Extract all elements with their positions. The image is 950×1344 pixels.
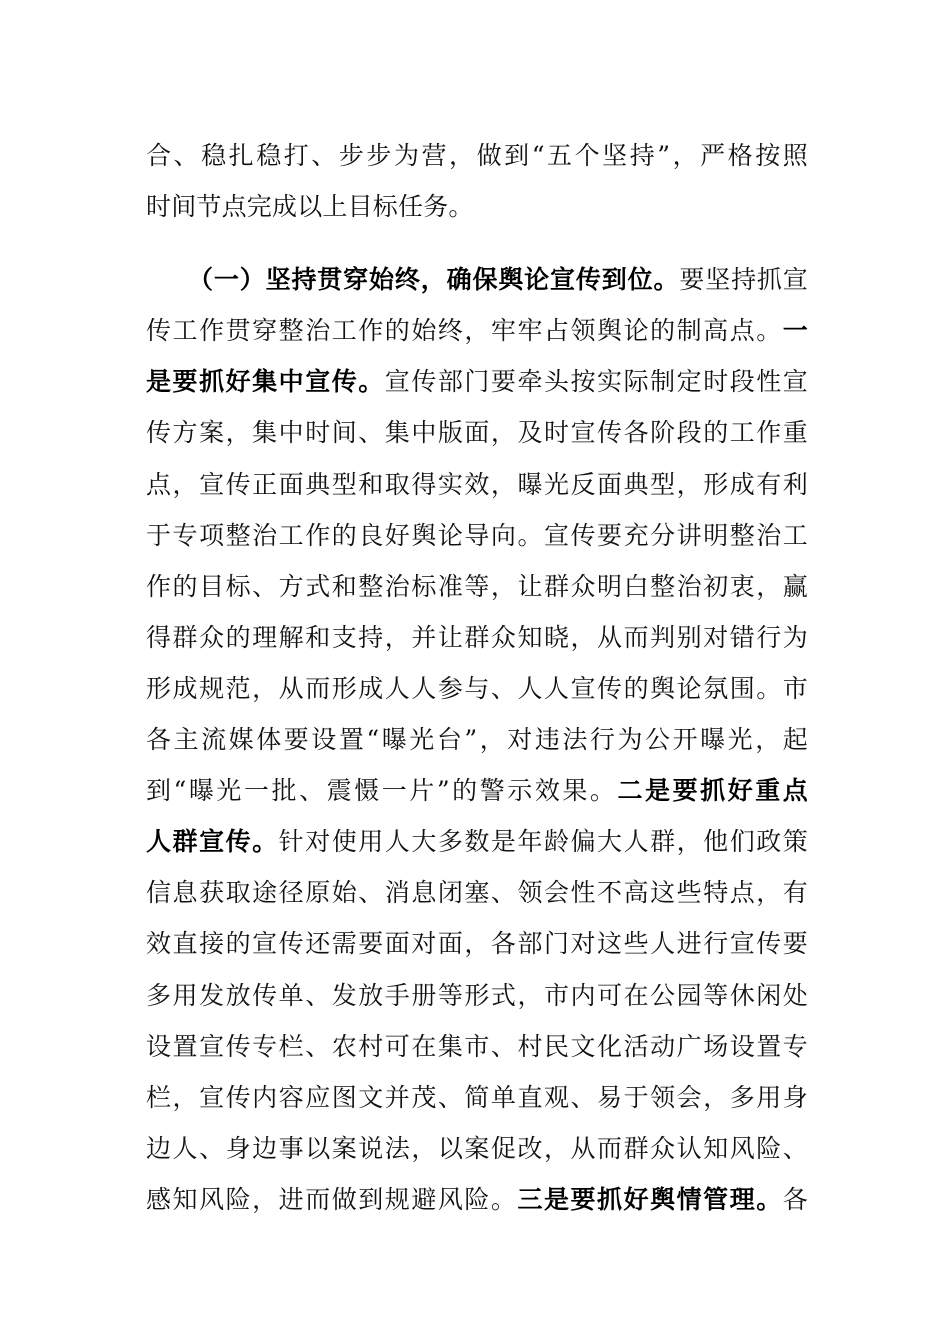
text-line bbox=[146, 356, 808, 407]
text-line bbox=[146, 714, 808, 765]
text-segment: 各 bbox=[782, 1184, 808, 1214]
text-line bbox=[146, 1021, 808, 1072]
text-line bbox=[146, 181, 808, 232]
text-segment: 边人、身边事以案说法，以案促改，从而群众认知风险、 bbox=[146, 1133, 808, 1163]
text-segment: 于专项整治工作的良好舆论导向。宣传要充分讲明整治工 bbox=[146, 520, 808, 550]
text-segment: 形成规范，从而形成人人参与、人人宣传的舆论氛围。市 bbox=[146, 673, 808, 703]
text-segment: 要坚持抓宣 bbox=[679, 265, 808, 295]
text-segment: 到“曝光一批、震慑一片”的警示效果。 bbox=[146, 776, 618, 806]
text-segment: 传方案，集中时间、集中版面，及时宣传各阶段的工作重 bbox=[146, 418, 808, 448]
text-segment: 信息获取途径原始、消息闭塞、领会性不高这些特点，有 bbox=[146, 878, 808, 908]
text-line bbox=[146, 765, 808, 816]
bold-segment: 人群宣传。 bbox=[146, 827, 279, 857]
text-line bbox=[146, 612, 808, 663]
text-segment: 针对使用人大多数是年龄偏大人群，他们政策 bbox=[278, 827, 808, 857]
text-segment: 作的目标、方式和整治标准等，让群众明白整治初衷，赢 bbox=[146, 571, 808, 601]
text-line bbox=[146, 816, 808, 867]
bold-segment: 是要抓好集中宣传。 bbox=[146, 367, 385, 397]
text-segment: 设置宣传专栏、农村可在集市、村民文化活动广场设置专 bbox=[146, 1031, 808, 1061]
text-line bbox=[146, 918, 808, 969]
text-segment: 合、稳扎稳打、步步为营，做到“五个坚持”，严格按照 bbox=[146, 141, 808, 170]
text-line bbox=[146, 970, 808, 1021]
text-segment: 效直接的宣传还需要面对面，各部门对这些人进行宣传要 bbox=[146, 929, 808, 959]
text-segment: 得群众的理解和支持，并让群众知晓，从而判别对错行为 bbox=[146, 622, 808, 652]
text-line bbox=[146, 1072, 808, 1123]
body-text bbox=[146, 130, 808, 1225]
bold-segment: 二是要抓好重点 bbox=[617, 776, 808, 806]
text-segment: 感知风险，进而做到规避风险。 bbox=[146, 1184, 518, 1214]
text-line bbox=[146, 1174, 808, 1225]
text-segment: 宣传部门要牵头按实际制定时段性宣 bbox=[384, 367, 808, 397]
text-line bbox=[146, 459, 808, 510]
text-line bbox=[146, 867, 808, 918]
bold-segment: 一 bbox=[782, 316, 808, 346]
text-line bbox=[146, 1123, 808, 1174]
text-line bbox=[146, 561, 808, 612]
text-segment: 时间节点完成以上目标任务。 bbox=[146, 192, 474, 222]
text-segment: 传工作贯穿整治工作的始终，牢牢占领舆论的制高点。 bbox=[146, 316, 783, 346]
text-line bbox=[146, 305, 808, 356]
text-line bbox=[146, 407, 808, 458]
text-segment: 点，宣传正面典型和取得实效，曝光反面典型，形成有利 bbox=[146, 469, 808, 499]
section-heading: （一）坚持贯穿始终，确保舆论宣传到位。 bbox=[188, 265, 680, 295]
bold-segment: 三是要抓好舆情管理。 bbox=[517, 1184, 783, 1214]
text-line bbox=[146, 663, 808, 714]
section-heading-line bbox=[146, 254, 808, 305]
text-line bbox=[146, 130, 808, 181]
text-segment: 栏，宣传内容应图文并茂、简单直观、易于领会，多用身 bbox=[146, 1082, 808, 1112]
text-segment: 多用发放传单、发放手册等形式，市内可在公园等休闲处 bbox=[146, 980, 808, 1010]
text-line bbox=[146, 510, 808, 561]
text-segment: 各主流媒体要设置“曝光台”，对违法行为公开曝光，起 bbox=[146, 725, 808, 755]
